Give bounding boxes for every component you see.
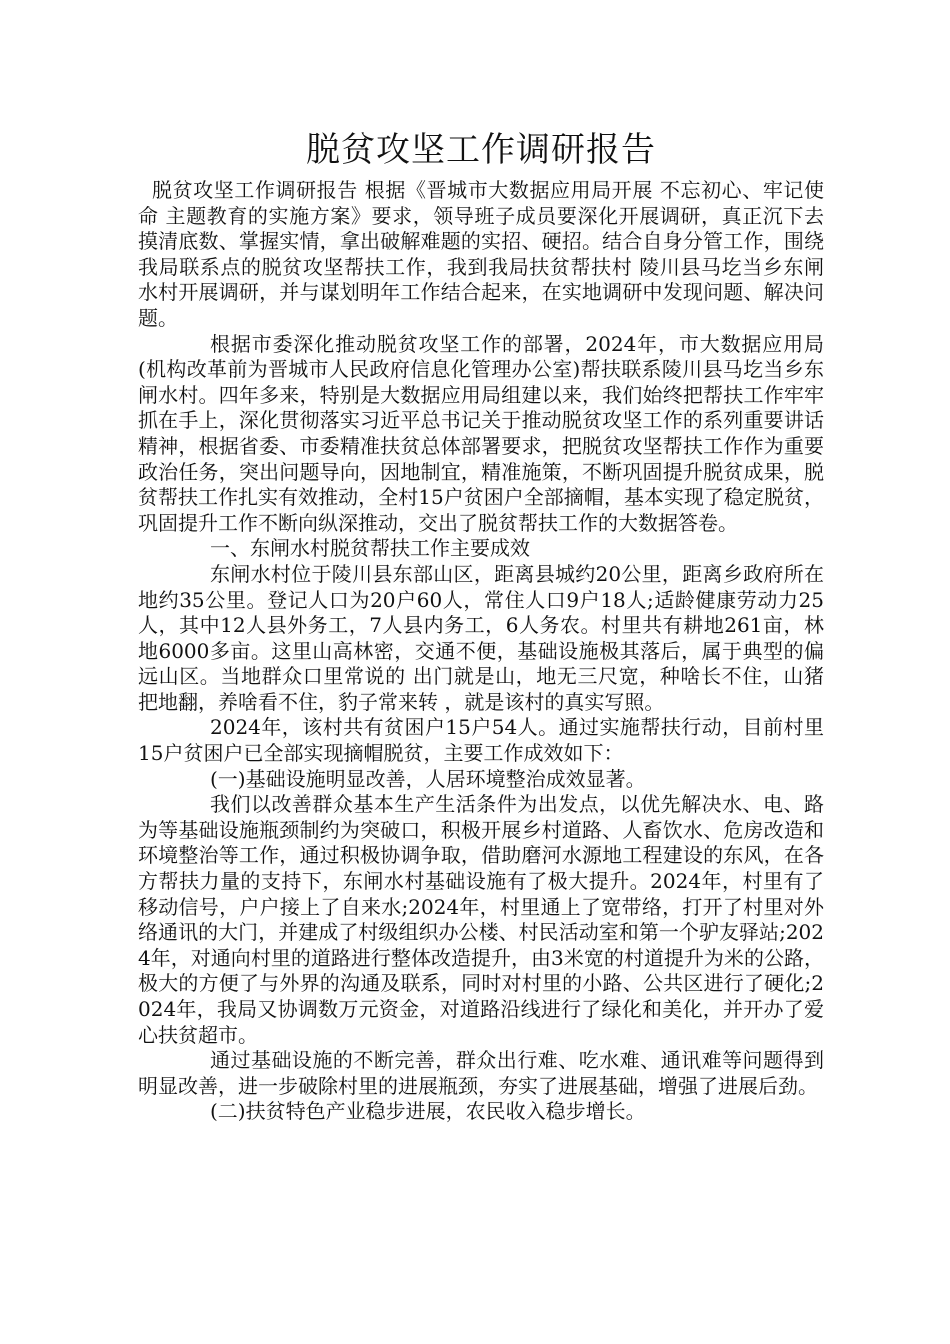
document-title: 脱贫攻坚工作调研报告 <box>306 130 656 170</box>
paragraph-poverty-status: 2024年，该村共有贫困户15户54人。通过实施帮扶行动，目前村里15户贫困户已全部实现摘帽脱贫，主要工作成效如下： <box>138 715 824 766</box>
paragraph-infrastructure-result: 通过基础设施的不断完善，群众出行难、吃水难、通讯难等问题得到明显改善，进一步破除村里的进展瓶颈，夯实了进展基础，增强了进展后劲。 <box>138 1048 824 1098</box>
paragraph-infrastructure: 我们以改善群众基本生产生活条件为出发点，以优先解决水、电、路为等基础设施瓶颈制约为突破口，积极开展乡村道路、人畜饮水、危房改造和环境整治等工作，通过积极协调争取，借助磨河水源地工程建设的东风，在各方帮扶力量的支持下，东闸水村基础设施有了极大提升。2024年，村里有了移动信号，户户接上了自来水;2024年，村里通上了宽带络，打开了村里对外络通讯的大门，并建成了村级组织办公楼、村民活动室和第一个驴友驿站;2024年，对通向村里的道路进行整体改造提升，由3米宽的村道提升为米的公路，极大的方便了与外界的沟通及联系，同时对村里的小路、公共区进行了硬化;2024年，我局又协调数万元资金，对道路沿线进行了绿化和美化，并开办了爱心扶贫超市。 <box>138 792 824 1047</box>
subsection-heading-2: (二)扶贫特色产业稳步进展，农民收入稳步增长。 <box>210 1099 646 1124</box>
paragraph-intro: 脱贫攻坚工作调研报告 根据《晋城市大数据应用局开展 不忘初心、牢记使命 主题教育的实施方案》要求，领导班子成员要深化开展调研，真正沉下去摸清底数、掌握实情，拿出破解难题的实招、硬招。结合自身分管工作，围绕我局联系点的脱贫攻坚帮扶工作，我到我局扶贫帮扶村 陵川县马圪当乡东闸水村开展调研，并与谋划明年工作结合起来，在实地调研中发现问题、解决问题。 <box>138 178 824 330</box>
paragraph-background: 根据市委深化推动脱贫攻坚工作的部署，2024年，市大数据应用局(机构改革前为晋城市人民政府信息化管理办公室)帮扶联系陵川县马圪当乡东闸水村。四年多来，特别是大数据应用局组建以来，我们始终把帮扶工作牢牢抓在手上，深化贯彻落实习近平总书记关于推动脱贫攻坚工作的系列重要讲话精神，根据省委、市委精准扶贫总体部署要求，把脱贫攻坚帮扶工作作为重要政治任务，突出问题导向，因地制宜，精准施策，不断巩固提升脱贫成果，脱贫帮扶工作扎实有效推动，全村15户贫困户全部摘帽，基本实现了稳定脱贫，巩固提升工作不断向纵深推动，交出了脱贫帮扶工作的大数据答卷。 <box>138 331 824 535</box>
document-page <box>138 128 824 1125</box>
section-heading-1: 一、东闸水村脱贫帮扶工作主要成效 <box>210 536 530 561</box>
subsection-heading-1: (一)基础设施明显改善，人居环境整治成效显著。 <box>210 766 646 791</box>
paragraph-village-overview: 东闸水村位于陵川县东部山区，距离县城约20公里，距离乡政府所在地约35公里。登记人口为20户60人，常住人口9户18人;适龄健康劳动力25人，其中12人县外务工，7人县内务工，6人务农。村里共有耕地261亩，林地6000多亩。这里山高林密，交通不便，基础设施极其落后，属于典型的偏远山区。当地群众口里常说的 出门就是山，地无三尺宽，种啥长不住，山猪把地翻，养啥看不住，豹子常来转 ，就是该村的真实写照。 <box>138 561 824 714</box>
